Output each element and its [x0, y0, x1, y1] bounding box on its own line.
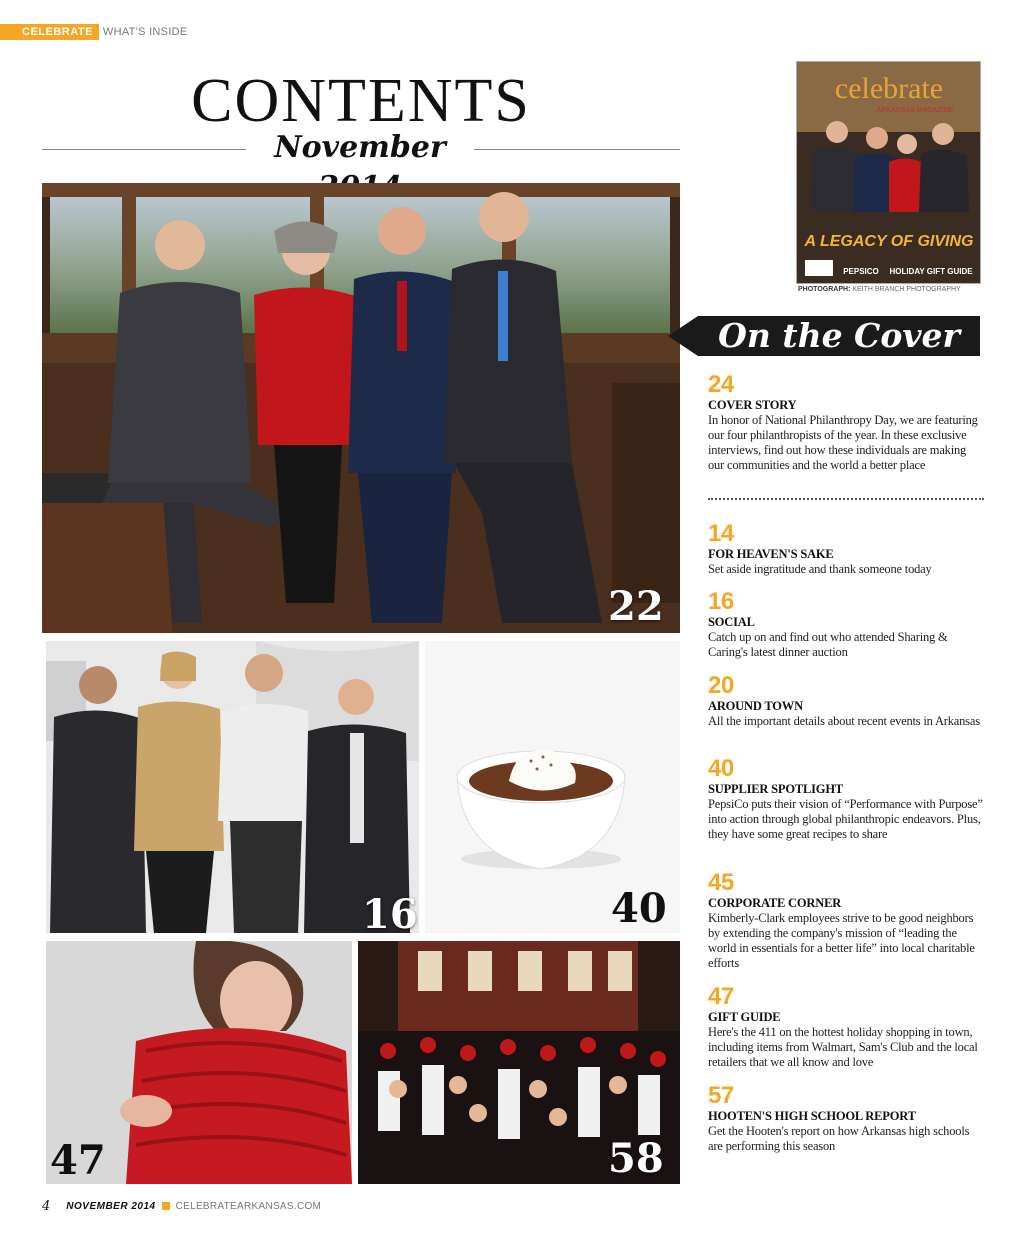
credit-label: PHOTOGRAPH: — [798, 286, 851, 293]
toc-item[interactable] — [708, 590, 984, 660]
toc-heading: FOR HEAVEN'S SAKE — [708, 547, 834, 561]
cover-headline: A LEGACY OF GIVING — [804, 233, 974, 250]
toc-heading: GIFT GUIDE — [708, 1010, 781, 1024]
main-photo — [42, 183, 680, 633]
photo-page-number: 47 — [50, 1137, 106, 1184]
toc-page-number: 45 — [708, 869, 734, 896]
section-subtitle: WHAT'S INSIDE — [102, 26, 188, 38]
social-photo — [46, 641, 419, 933]
band-photo — [358, 941, 680, 1184]
issue-date: November — [274, 130, 446, 165]
cover-photo-credit — [798, 286, 961, 293]
toc-description: Set aside ingratitude and thank someone today — [708, 562, 932, 576]
toc-page-number: 20 — [708, 672, 734, 699]
toc-heading: SOCIAL — [708, 615, 755, 629]
cover-thumbnail[interactable] — [796, 61, 981, 284]
toc-heading: SUPPLIER SPOTLIGHT — [708, 782, 843, 796]
pudding-photo — [425, 641, 680, 933]
social-photo-illustration — [46, 641, 419, 933]
footer-page-number: 4 — [42, 1198, 51, 1214]
toc-description: Kimberly-Clark employees strive to be good neighbors by extending the company's mission of “leading the world in essentials for a better life” into local charitable efforts — [708, 911, 975, 970]
toc-page-number: 40 — [708, 755, 734, 782]
footer-issue: NOVEMBER 2014 — [66, 1200, 156, 1212]
footer-website-link[interactable]: CELEBRATEARKANSAS.COM — [175, 1200, 322, 1212]
toc-heading: AROUND TOWN — [708, 699, 803, 713]
banner-label: On the Cover — [718, 316, 960, 355]
photo-page-number: 22 — [608, 583, 664, 630]
credit-text: KEITH BRANCH PHOTOGRAPHY — [852, 286, 961, 293]
section-header — [0, 24, 188, 40]
section-tag: CELEBRATE — [0, 24, 99, 40]
cover-illustration — [797, 62, 981, 284]
page-title: CONTENTS — [191, 67, 531, 135]
page-footer — [42, 1198, 321, 1214]
photo-page-number: 40 — [611, 885, 667, 932]
toc-description: All the important details about recent events in Arkansas — [708, 714, 980, 728]
main-photo-illustration — [42, 183, 680, 633]
toc-heading: CORPORATE CORNER — [708, 896, 842, 910]
photo-page-number: 16 — [362, 891, 418, 933]
toc-item[interactable] — [708, 373, 984, 473]
toc-description: Here's the 411 on the hottest holiday shopping in town, including items from Walmart, Sam's Club and the local retailers that we all know and love — [708, 1025, 978, 1069]
toc-description: Get the Hooten's report on how Arkansas high schools are performing this season — [708, 1124, 970, 1153]
cover-tagline: ARKANSAS MAGAZINE — [876, 107, 954, 114]
toc-item[interactable] — [708, 985, 984, 1070]
on-the-cover-banner — [668, 316, 980, 356]
cover-teaser: HOLIDAY GIFT GUIDE — [889, 267, 973, 276]
toc-item[interactable] — [708, 757, 984, 842]
toc-description: PepsiCo puts their vision of “Performance with Purpose” into action through global philanthropic endeavors. Plus, they have some great recipes to share — [708, 797, 983, 841]
title-rule-right — [474, 149, 680, 150]
toc-item[interactable] — [708, 1084, 984, 1154]
toc-description: Catch up on and find out who attended Sharing & Caring's latest dinner auction — [708, 630, 948, 659]
toc-item[interactable] — [708, 522, 984, 577]
toc-heading: HOOTEN'S HIGH SCHOOL REPORT — [708, 1109, 916, 1123]
toc-heading: COVER STORY — [708, 398, 797, 412]
scarf-photo — [46, 941, 352, 1184]
toc-page-number: 14 — [708, 520, 734, 547]
footer-square-icon — [162, 1202, 170, 1210]
toc-divider — [708, 498, 984, 500]
toc-description: In honor of National Philanthropy Day, we are featuring our four philanthropists of the year. In these exclusive interviews, find out how these individuals are making our communities and the world a better place — [708, 413, 978, 472]
toc-item[interactable] — [708, 871, 984, 971]
toc-page-number: 57 — [708, 1082, 734, 1109]
title-rule-left — [42, 149, 246, 150]
cover-sponsor: PEPSICO — [843, 267, 879, 276]
cover-masthead: celebrate — [834, 72, 944, 105]
toc-item[interactable] — [708, 674, 984, 729]
toc-page-number: 47 — [708, 983, 734, 1010]
toc-page-number: 16 — [708, 588, 734, 615]
toc-page-number: 24 — [708, 371, 734, 398]
photo-page-number: 58 — [608, 1135, 664, 1182]
